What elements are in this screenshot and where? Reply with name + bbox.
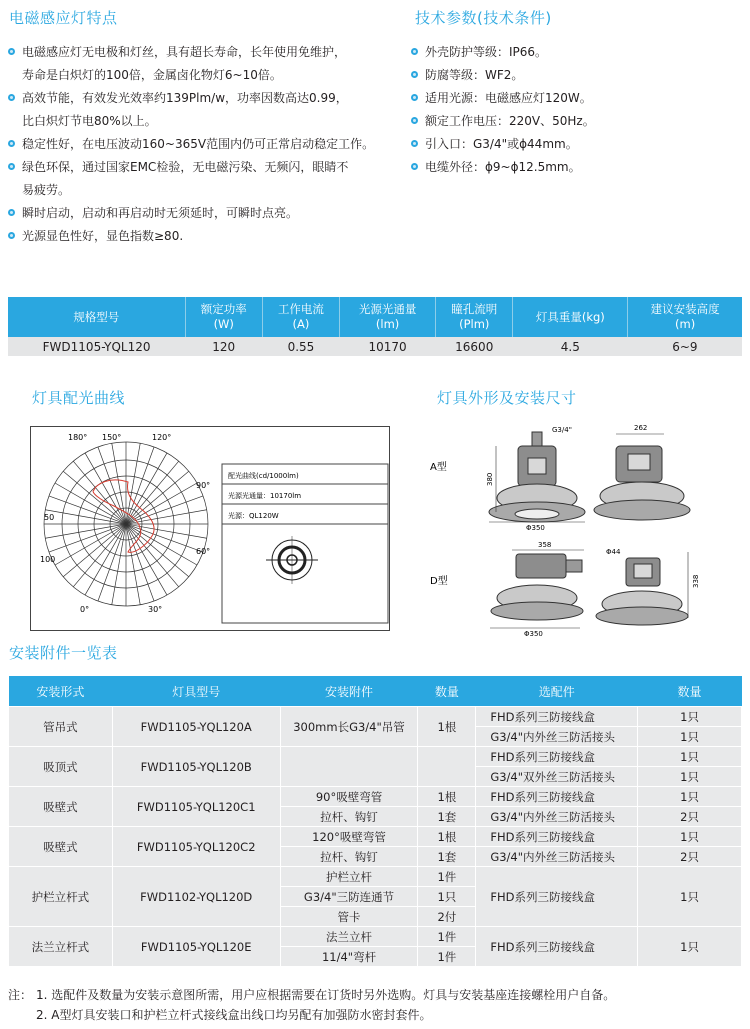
feature-text: 光源显色性好，显色指数≥80.	[22, 229, 184, 243]
accessory-name: 300mm长G3/4"吊管	[280, 707, 418, 747]
tech-text: 防腐等级：WF2。	[425, 68, 524, 82]
table-row	[8, 337, 742, 356]
feature-item	[8, 41, 374, 64]
table-row	[9, 867, 742, 887]
tech-title: 技术参数(技术条件)	[415, 9, 552, 27]
spec-header-line: 规格型号	[73, 309, 120, 324]
feature-item	[8, 202, 374, 225]
lamp-d-side	[596, 558, 688, 625]
option-qty: 1只	[638, 727, 742, 747]
option-name: G3/4"双外丝三防活接头	[476, 767, 638, 787]
tech-item	[411, 87, 595, 110]
dims-title: 灯具外形及安装尺寸	[437, 389, 577, 407]
tech-item	[411, 110, 595, 133]
accessories-header: 灯具型号	[112, 676, 280, 707]
feature-text: 绿色环保，通过国家EMC检验，无电磁污染、无频闪，眼睛不	[22, 160, 349, 174]
dim-a-350: Φ350	[526, 524, 545, 532]
accessory-qty: 1只	[418, 887, 476, 907]
bullet-icon	[8, 94, 15, 101]
accessory-qty: 2付	[418, 907, 476, 927]
option-name: FHD系列三防接线盒	[476, 787, 638, 807]
angle-150: 150°	[102, 433, 122, 442]
angle-60: 60°	[196, 547, 211, 556]
type-a-label: A型	[430, 462, 447, 473]
tech-text: 适用光源：电磁感应灯120W。	[425, 91, 592, 105]
feature-item	[8, 133, 374, 156]
spec-header-line: (m)	[675, 317, 696, 331]
tech-text: 额定工作电压：220V、50Hz。	[425, 114, 595, 128]
spec-header	[8, 297, 185, 337]
feature-item	[8, 156, 374, 179]
bullet-icon	[8, 163, 15, 170]
spec-header	[262, 297, 339, 337]
spec-header	[513, 297, 628, 337]
option-name: G3/4"内外丝三防活接头	[476, 727, 638, 747]
accessory-qty	[418, 747, 476, 787]
spec-header	[628, 297, 742, 337]
bullet-icon	[8, 140, 15, 147]
accessory-qty: 1套	[418, 807, 476, 827]
angle-90: 90°	[196, 481, 211, 490]
features-title: 电磁感应灯特点	[9, 9, 118, 27]
bullet-icon	[8, 232, 15, 239]
option-qty: 2只	[638, 847, 742, 867]
dim-338: 338	[692, 574, 700, 588]
option-qty: 2只	[638, 807, 742, 827]
angle-180: 180°	[68, 433, 88, 442]
dim-262: 262	[634, 424, 648, 432]
accessory-name	[280, 747, 418, 787]
install-form: 吸壁式	[9, 787, 113, 827]
note-1: 1. 选配件及数量为安装示意图所需，用户应根据需要在订货时另外选购。灯具与安装基座连接螺栓用户自备。	[36, 988, 616, 1002]
lamp-model: FWD1105-YQL120C2	[112, 827, 280, 867]
feature-item	[8, 87, 374, 110]
accessory-name: 11/4"弯杆	[280, 947, 418, 967]
spec-header-line: (A)	[292, 317, 310, 331]
lamp-model: FWD1102-YQL120D	[112, 867, 280, 927]
features-list	[8, 41, 374, 248]
spec-header-line: 工作电流	[277, 302, 324, 316]
option-qty: 1只	[638, 787, 742, 807]
install-form: 吸壁式	[9, 827, 113, 867]
lamp-a-front	[489, 432, 585, 522]
tech-text: 引入口：G3/4"或ϕ44mm。	[425, 137, 578, 151]
option-qty: 1只	[638, 767, 742, 787]
dim-d-350: Φ350	[524, 630, 543, 638]
accessories-header: 安装附件	[280, 676, 418, 707]
accessories-header: 安装形式	[9, 676, 113, 707]
spec-header-line: 灯具重量(kg)	[535, 309, 605, 324]
feature-item-cont	[8, 64, 374, 87]
spec-cell: 0.55	[262, 337, 339, 356]
option-qty: 1只	[638, 827, 742, 847]
lamp-model: FWD1105-YQL120E	[112, 927, 280, 967]
light-distribution-diagram	[30, 426, 390, 631]
accessory-qty: 1件	[418, 927, 476, 947]
lamp-d-front	[491, 554, 583, 620]
curve-title: 灯具配光曲线	[32, 389, 126, 407]
feature-text: 瞬时启动，启动和再启动时无须延时，可瞬时点亮。	[22, 206, 299, 220]
feature-item-cont	[8, 110, 374, 133]
spec-cell: 16600	[436, 337, 513, 356]
notes-label: 注：	[8, 988, 33, 1002]
tech-item	[411, 64, 595, 87]
bullet-icon	[411, 48, 418, 55]
accessory-qty: 1件	[418, 867, 476, 887]
install-form: 管吊式	[9, 707, 113, 747]
lamp-model: FWD1105-YQL120A	[112, 707, 280, 747]
accessory-name: 拉杆、钩钉	[280, 847, 418, 867]
angle-0: 0°	[80, 605, 90, 614]
spec-header-line: 额定功率	[200, 302, 247, 316]
option-name: FHD系列三防接线盒	[476, 747, 638, 767]
lamp-a-side	[594, 446, 690, 520]
table-row	[9, 787, 742, 807]
spec-cell: 120	[185, 337, 262, 356]
type-d-label: D型	[430, 576, 448, 587]
spec-header	[436, 297, 513, 337]
bullet-icon	[411, 94, 418, 101]
option-name: FHD系列三防接线盒	[476, 927, 638, 967]
legend-flux: 光源光通量：10170lm	[228, 492, 302, 500]
option-qty: 1只	[638, 707, 742, 727]
install-form: 法兰立杆式	[9, 927, 113, 967]
option-name: FHD系列三防接线盒	[476, 707, 638, 727]
tech-item	[411, 133, 595, 156]
bullet-icon	[411, 140, 418, 147]
accessory-qty: 1件	[418, 947, 476, 967]
dim-44: Φ44	[606, 548, 621, 556]
accessory-qty: 1根	[418, 787, 476, 807]
spec-cell: 4.5	[513, 337, 628, 356]
table-row	[9, 707, 742, 727]
accessory-qty: 1根	[418, 827, 476, 847]
spec-cell: FWD1105-YQL120	[8, 337, 185, 356]
table-row	[9, 927, 742, 947]
tech-text: 电缆外径：ϕ9~ϕ12.5mm。	[425, 160, 581, 174]
accessory-qty: 1套	[418, 847, 476, 867]
option-name: FHD系列三防接线盒	[476, 827, 638, 847]
install-form: 护栏立杆式	[9, 867, 113, 927]
bullet-icon	[411, 117, 418, 124]
install-form: 吸顶式	[9, 747, 113, 787]
feature-item	[8, 225, 374, 248]
note-2: 2. A型灯具安装口和护栏立杆式接线盒出线口均另配有加强防水密封套件。	[36, 1008, 432, 1022]
spec-header-line: 建议安装高度	[650, 302, 720, 316]
accessory-name: G3/4"三防连通节	[280, 887, 418, 907]
spec-header	[340, 297, 436, 337]
tech-item	[411, 156, 595, 179]
option-name: FHD系列三防接线盒	[476, 867, 638, 927]
bullet-icon	[8, 209, 15, 216]
lamp-model: FWD1105-YQL120C1	[112, 787, 280, 827]
accessory-name: 护栏立杆	[280, 867, 418, 887]
option-name: G3/4"内外丝三防活接头	[476, 847, 638, 867]
spec-header-line: 瞳孔流明	[451, 302, 498, 316]
feature-text: 电磁感应灯无电极和灯丝，具有超长寿命，长年使用免维护，	[22, 45, 347, 59]
bullet-icon	[411, 71, 418, 78]
tech-item	[411, 41, 595, 64]
dim-g34: G3/4"	[552, 426, 572, 434]
spec-header-line: (Plm)	[459, 317, 490, 331]
radial-50: 50	[44, 513, 55, 522]
legend-curve: 配光曲线(cd/1000lm)	[228, 472, 299, 480]
option-qty: 1只	[638, 927, 742, 967]
accessories-table	[8, 676, 742, 967]
lamp-model: FWD1105-YQL120B	[112, 747, 280, 787]
accessory-name: 法兰立杆	[280, 927, 418, 947]
dim-380: 380	[486, 472, 494, 486]
spec-table	[8, 297, 742, 356]
feature-text: 比白炽灯节电80%以上。	[22, 114, 157, 128]
spec-header	[185, 297, 262, 337]
feature-text: 易疲劳。	[22, 183, 71, 197]
accessories-header: 数量	[418, 676, 476, 707]
feature-item-cont	[8, 179, 374, 202]
feature-text: 稳定性好，在电压波动160~365V范围内仍可正常启动稳定工作。	[22, 137, 375, 151]
legend-source: 光源：QL120W	[228, 512, 279, 520]
option-qty: 1只	[638, 747, 742, 767]
option-name: G3/4"内外丝三防活接头	[476, 807, 638, 827]
accessory-name: 管卡	[280, 907, 418, 927]
angle-30: 30°	[148, 605, 163, 614]
dim-358: 358	[538, 541, 552, 549]
accessory-qty: 1根	[418, 707, 476, 747]
bullet-icon	[411, 163, 418, 170]
table-row	[9, 747, 742, 767]
spec-header-line: (lm)	[375, 317, 400, 331]
accessories-header: 数量	[638, 676, 742, 707]
table-row	[9, 827, 742, 847]
accessory-name: 拉杆、钩钉	[280, 807, 418, 827]
spec-cell: 10170	[340, 337, 436, 356]
accessory-name: 120°吸壁弯管	[280, 827, 418, 847]
feature-text: 寿命是白炽灯的100倍，金属卤化物灯6~10倍。	[22, 68, 282, 82]
accessory-name: 90°吸壁弯管	[280, 787, 418, 807]
option-qty: 1只	[638, 867, 742, 927]
tech-text: 外壳防护等级：IP66。	[425, 45, 548, 59]
spec-cell: 6~9	[628, 337, 742, 356]
radial-100: 100	[40, 555, 56, 564]
dimension-drawing	[420, 408, 740, 644]
spec-header-line: (W)	[213, 317, 234, 331]
bullet-icon	[8, 48, 15, 55]
feature-text: 高效节能，有效发光效率约139Plm/w，功率因数高达0.99，	[22, 91, 348, 105]
tech-list	[411, 41, 595, 179]
spec-header-line: 光源光通量	[358, 302, 417, 316]
angle-120: 120°	[152, 433, 172, 442]
accessories-title: 安装附件一览表	[9, 644, 118, 662]
accessories-header: 选配件	[476, 676, 638, 707]
